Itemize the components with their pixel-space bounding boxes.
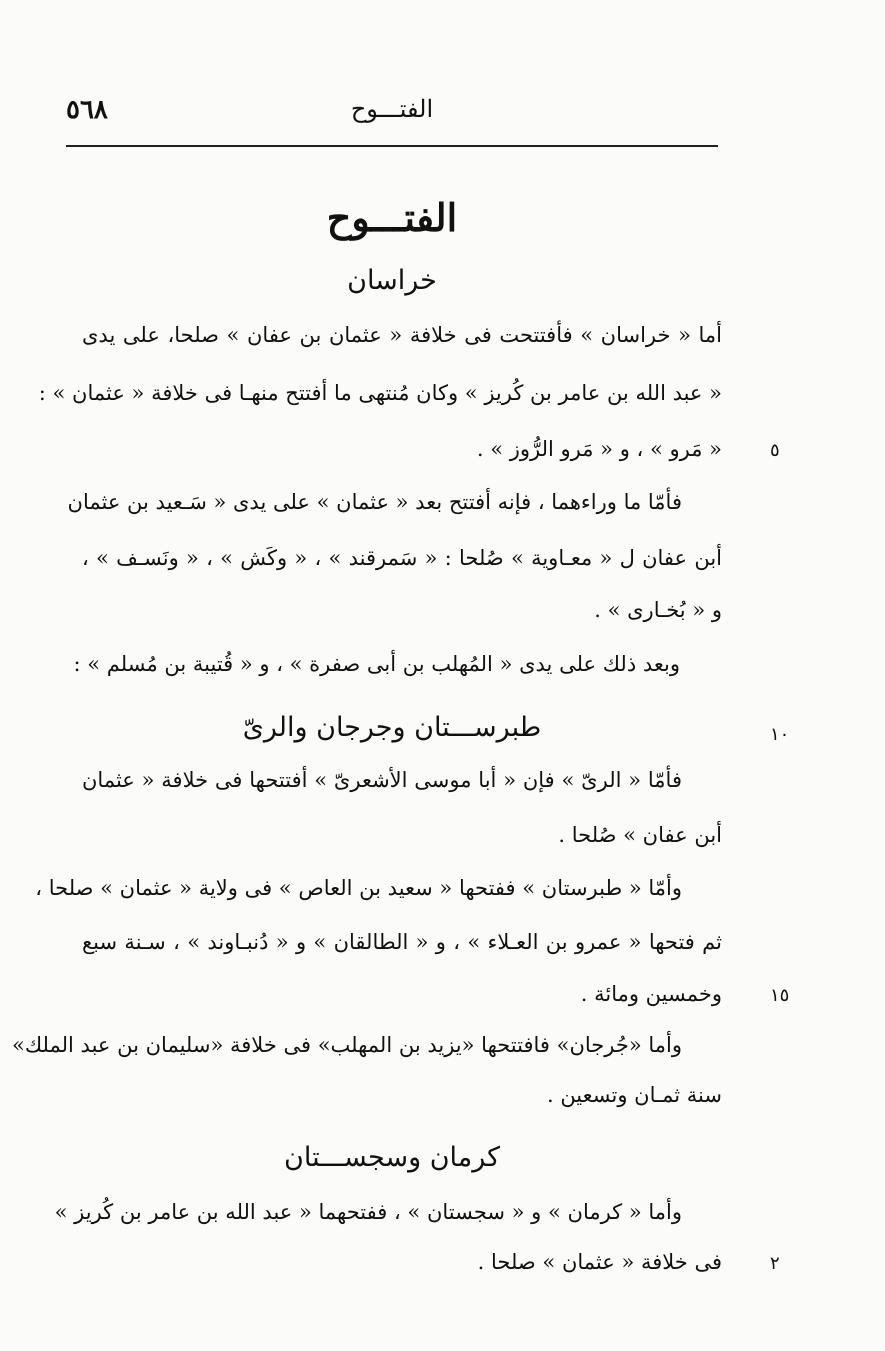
text-line: وأما «جُرجان» فافتتحها «يزيد بن المهلب» فى خلافة «سليمان بن عبد الملك» [12, 1033, 682, 1057]
text-line: ثم فتحها « عمرو بن العـلاء » ، و « الطالقان » و « دُنبـاوند » ، سـنة سبع [82, 930, 722, 954]
text-line: أبن عفان ل « معـاوية » صُلحا : « سَمرقند » ، « وكَش » ، « ونَسـف » ، [82, 546, 722, 570]
header-rule [66, 145, 718, 147]
margin-line-number: ٢ [770, 1253, 780, 1274]
text-line: أبن عفان » صُلحا . [558, 823, 722, 847]
text-line: وأما « كرمان » و « سجستان » ، ففتحهما « عبد الله بن عامر بن كُريز » [54, 1200, 682, 1224]
section-heading-tabaristan: طبرســـتان وجرجان والرىّ [242, 712, 542, 743]
section-heading-khurasan: خراسان [347, 265, 437, 296]
chapter-title: الفتـــوح [326, 195, 458, 240]
page-number: ٥٦٨ [66, 95, 108, 125]
text-line: وخمسين ومائة . [580, 982, 722, 1006]
text-line: « عبد الله بن عامر بن كُريز » وكان مُنتهى ما أفتتح منهـا فى خلافة « عثمان » : [38, 381, 722, 405]
text-line: فى خلافة « عثمان » صلحا . [477, 1250, 722, 1274]
running-title: الفتـــوح [350, 95, 434, 123]
margin-line-number: ١٥ [770, 985, 790, 1006]
margin-line-number: ٥ [770, 440, 780, 461]
page-header [66, 95, 718, 137]
text-line: أما « خراسان » فأفتتحت فى خلافة « عثمان بن عفان » صلحا، على يدى [82, 323, 722, 347]
text-line: « مَرو » ، و « مَرو الرُّوز » . [476, 437, 722, 461]
text-line: وبعد ذلك على يدى « المُهلب بن أبى صفرة » ، و « قُتيبة بن مُسلم » : [73, 652, 680, 676]
text-line: فأمّا « الرىّ » فإن « أبا موسى الأشعرىّ » أفتتحها فى خلافة « عثمان [82, 768, 682, 792]
margin-line-number: ١٠ [770, 724, 790, 745]
section-heading-kirman: كرمان وسجســـتان [284, 1142, 500, 1173]
text-line: سنة ثمـان وتسعين . [546, 1083, 722, 1107]
text-line: و « بُخـارى » . [594, 598, 722, 622]
text-line: فأمّا ما وراءهما ، فإنه أفتتح بعد « عثمان » على يدى « سَـعيد بن عثمان [67, 490, 682, 514]
text-line: وأمّا « طبرستان » ففتحها « سعيد بن العاص » فى ولاية « عثمان » صلحا ، [35, 876, 682, 900]
